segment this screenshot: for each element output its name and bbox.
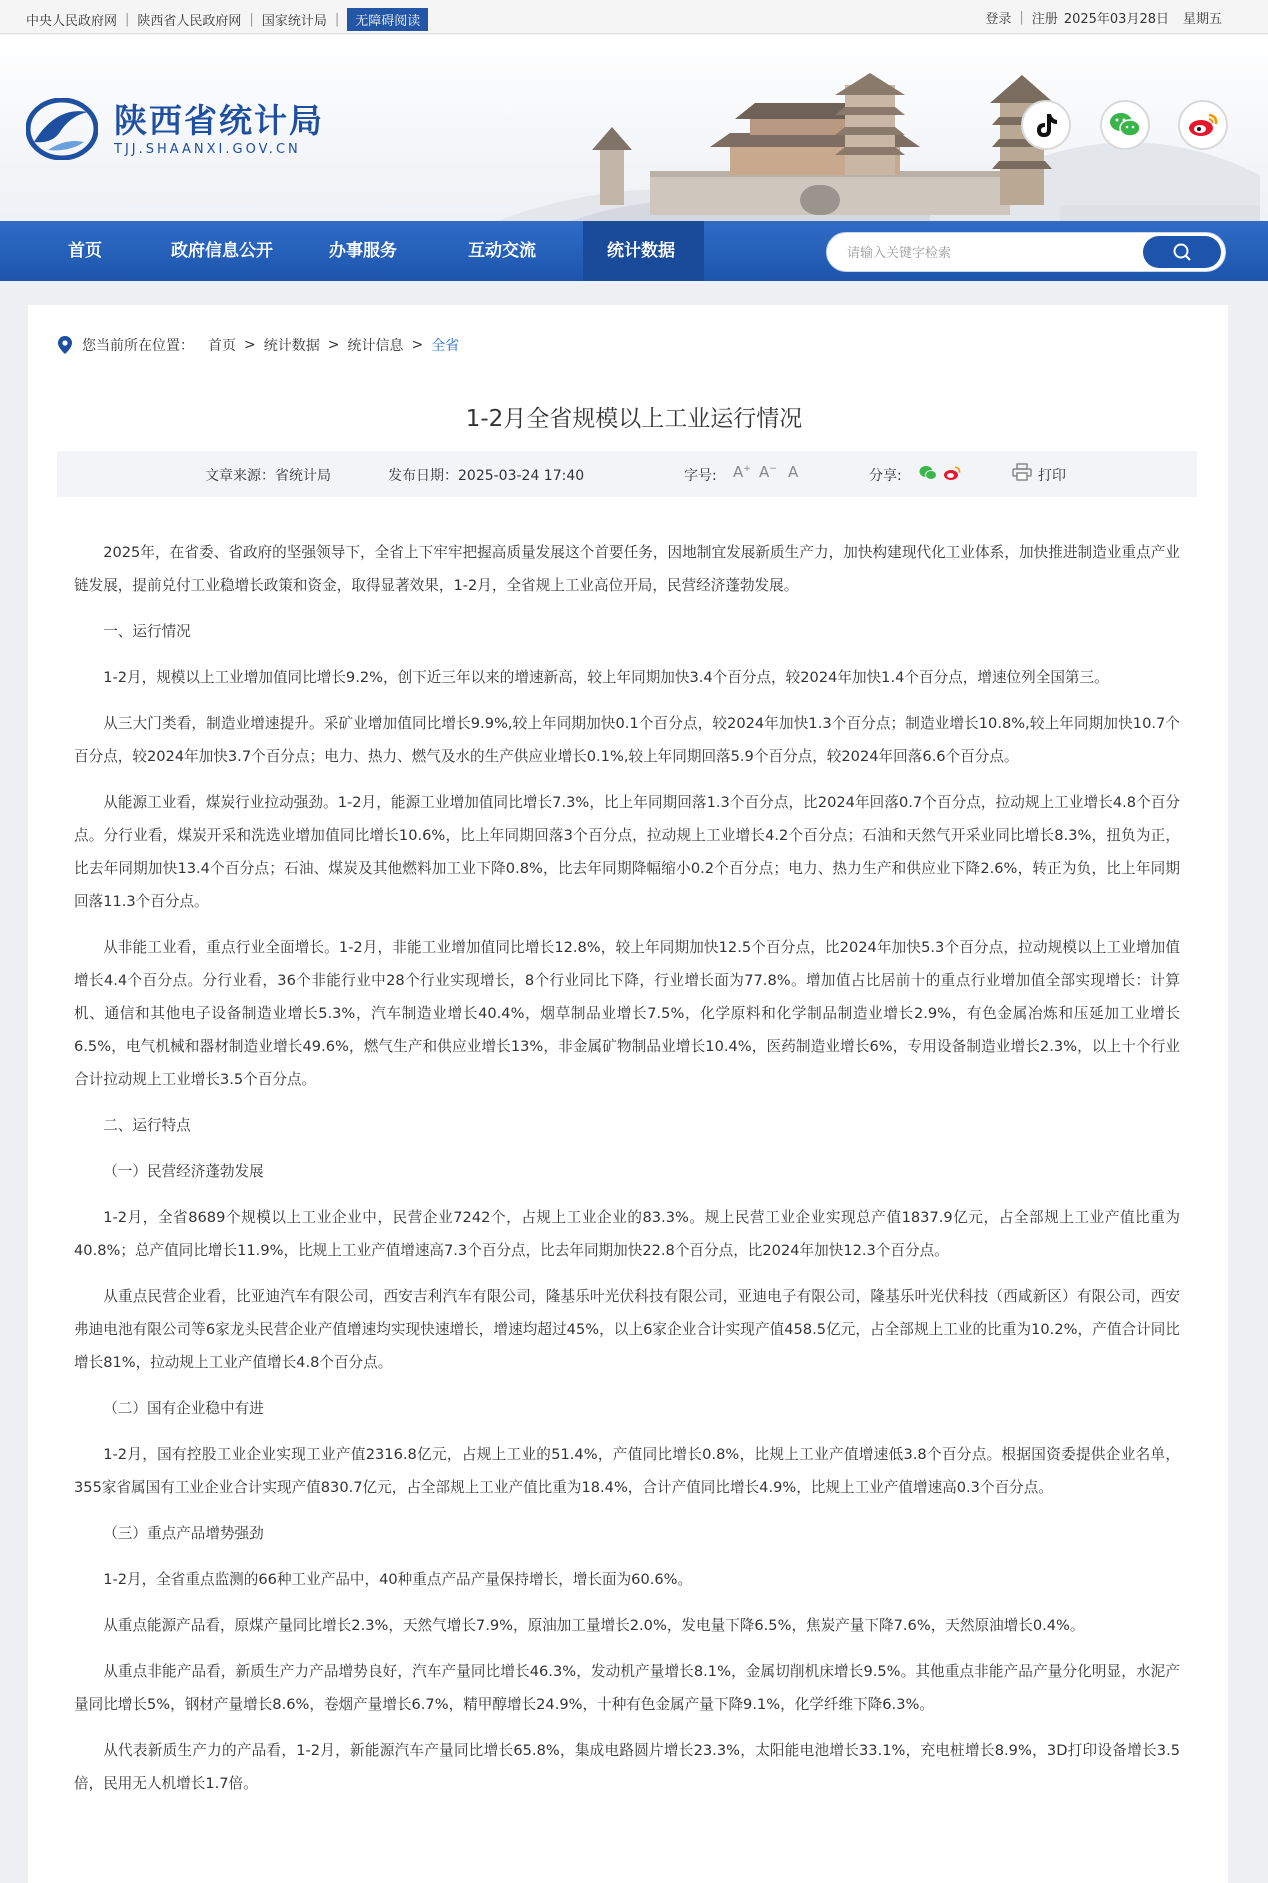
breadcrumb-home[interactable]: 首页 — [208, 338, 236, 354]
subsection-heading: （一）民营经济蓬勃发展 — [103, 1163, 264, 1180]
article-paragraph: 1-2月，国有控股工业企业实现工业产值2316.8亿元，占规上工业的51.4%，产值同比增长0.8%，比规上工业产值增速低3.8个百分点。根据国资委提供企业名单，355家省属国有工业企业合计实现产值830.7亿元，占全部规上工业产值比重为18.4%，合计产值同比增长4.9%，比规上工业产值增速高0.3个百分点。 — [74, 1446, 1180, 1496]
article-paragraph: 1-2月，规模以上工业增加值同比增长9.2%，创下近三年以来的增速新高，较上年同期加快3.4个百分点，较2024年加快1.4个百分点，增速位列全国第三。 — [103, 669, 1109, 686]
article-title: 1-2月全省规模以上工业运行情况 — [465, 406, 803, 432]
print-button[interactable]: 打印 — [1038, 468, 1066, 484]
article-paragraph: 从三大门类看，制造业增速提升。采矿业增加值同比增长9.9%,较上年同期加快0.1个百分点，较2024年加快1.3个百分点；制造业增长10.8%,较上年同期加快10.7个百分点，较2024年加快3.7个百分点；电力、热力、燃气及水的生产供应业增长0.1%,较上年同期回落5.9个百分点，较2024年回落6.6个百分点。 — [74, 715, 1180, 765]
breadcrumb-stat-info[interactable]: 统计信息 — [347, 338, 404, 354]
login-link[interactable]: 登录 — [985, 12, 1012, 27]
font-size-large[interactable]: A+ — [733, 463, 751, 481]
link-national-stats[interactable]: 国家统计局 — [261, 14, 327, 29]
article-paragraph: 1-2月，全省8689个规模以上工业企业中，民营企业7242个，占规上工业企业的83.3%。规上民营工业企业实现总产值1837.9亿元，占全部规上工业产值比重为40.8%；总产值同比增长11.9%，比规上工业产值增速高7.3个百分点，比去年同期加快22.8个百分点，比2024年加快12.3个百分点。 — [74, 1209, 1180, 1259]
wechat-icon[interactable] — [1100, 100, 1150, 150]
print-icon[interactable] — [1012, 463, 1032, 485]
site-domain: TJJ.SHAANXI.GOV.CN — [114, 141, 301, 157]
font-size-reset[interactable]: A — [788, 463, 799, 481]
share-wechat-icon[interactable] — [919, 465, 937, 485]
section-heading: 二、运行特点 — [103, 1117, 191, 1134]
site-title: 陕西省统计局 — [114, 100, 324, 140]
top-utility-bar — [0, 0, 1268, 34]
external-links — [26, 8, 428, 31]
logo-icon — [26, 98, 98, 160]
header-banner — [0, 35, 1268, 221]
douyin-icon[interactable] — [1021, 100, 1071, 150]
search-button[interactable] — [1143, 236, 1221, 268]
current-date: 2025年03月28日 — [1063, 12, 1169, 27]
article-meta-bar — [57, 451, 1197, 497]
font-size-label: 字号: — [684, 468, 717, 484]
article-paragraph: 1-2月，全省重点监测的66种工业产品中，40种重点产品产量保持增长，增长面为60.6%。 — [103, 1571, 693, 1588]
divider: | — [1019, 10, 1024, 25]
divider: | — [249, 12, 254, 27]
subsection-heading: （三）重点产品增势强劲 — [103, 1525, 264, 1542]
breadcrumb-separator: > — [411, 337, 424, 353]
breadcrumb-separator: > — [244, 337, 256, 353]
search-icon — [1172, 242, 1192, 262]
breadcrumb-current[interactable]: 全省 — [431, 338, 460, 354]
article-paragraph: 从重点非能产品看，新质生产力产品增势良好，汽车产量同比增长46.3%，发动机产量增长8.1%，金属切削机床增长9.5%。其他重点非能产品产量分化明显，水泥产量同比增长5%，钢材产量增长8.6%，卷烟产量增长6.7%，精甲醇增长24.9%，十种有色金属产量下降9.1%，化学纤维下降6.3%。 — [74, 1663, 1180, 1713]
subsection-heading: （二）国有企业稳中有进 — [103, 1400, 264, 1417]
user-area — [985, 8, 1222, 27]
nav-interaction[interactable]: 互动交流 — [468, 241, 536, 261]
search-input[interactable] — [847, 243, 1137, 263]
nav-gov-info[interactable]: 政府信息公开 — [171, 241, 273, 261]
article-date: 发布日期：2025-03-24 17:40 — [388, 468, 585, 484]
nav-services[interactable]: 办事服务 — [329, 241, 397, 261]
article-paragraph: 2025年，在省委、省政府的坚强领导下，全省上下牢牢把握高质量发展这个首要任务，因地制宜发展新质生产力，加快构建现代化工业体系，加快推进制造业重点产业链发展，提前兑付工业稳增长政策和资金，取得显著效果，1-2月，全省规上工业高位开局，民营经济蓬勃发展。 — [74, 544, 1180, 594]
article-paragraph: 从能源工业看，煤炭行业拉动强劲。1-2月，能源工业增加值同比增长7.3%，比上年同期回落1.3个百分点，比2024年回落0.7个百分点，拉动规上工业增长4.8个百分点。分行业看，煤炭开采和洗选业增加值同比增长10.6%，比上年同期回落3个百分点，拉动规上工业增长4.2个百分点；石油和天然气开采业同比增长8.3%，扭负为正，比去年同期加快13.4个百分点；石油、煤炭及其他燃料加工业下降0.8%，比去年同期降幅缩小0.2个百分点；电力、热力生产和供应业下降2.6%，转正为负，比上年同期回落11.3个百分点。 — [74, 794, 1180, 910]
breadcrumb-separator: > — [327, 337, 340, 353]
breadcrumb-label: 您当前所在位置： — [82, 338, 194, 354]
share-weibo-icon[interactable] — [943, 465, 961, 485]
nav-statistics[interactable]: 统计数据 — [583, 221, 704, 281]
breadcrumb — [58, 335, 459, 355]
section-heading: 一、运行情况 — [103, 623, 191, 640]
article-paragraph: 从重点民营企业看，比亚迪汽车有限公司，西安吉利汽车有限公司，隆基乐叶光伏科技有限公司，亚迪电子有限公司，隆基乐叶光伏科技（西咸新区）有限公司，西安弗迪电池有限公司等6家龙头民营企业产值增速均实现快速增长，增速均超过45%，以上6家企业合计实现产值458.5亿元，占全部规上工业的比重为10.2%，产值合计同比增长81%，拉动规上工业产值增长4.8个百分点。 — [74, 1288, 1180, 1371]
link-central-gov[interactable]: 中央人民政府网 — [26, 14, 118, 29]
nav-home[interactable]: 首页 — [68, 241, 102, 261]
article-source: 文章来源：省统计局 — [205, 468, 331, 484]
article-paragraph: 从非能工业看，重点行业全面增长。1-2月，非能工业增加值同比增长12.8%，较上年同期加快12.5个百分点，比2024年加快5.3个百分点，拉动规模以上工业增加值增长4.4个百分点。分行业看，36个非能行业中28个行业实现增长，8个行业同比下降，行业增长面为77.8%。增加值占比居前十的重点行业增加值全部实现增长：计算机、通信和其他电子设备制造业增长5.3%，汽车制造业增长40.4%，烟草制品业增长7.5%，化学原料和化学制品制造业增长2.9%，有色金属冶炼和压延加工业增长6.5%，电气机械和器材制造业增长49.6%，燃气生产和供应业增长13%，非金属矿物制品业增长10.4%，医药制造业增长6%，专用设备制造业增长2.3%，以上十个行业合计拉动规上工业增长3.5个百分点。 — [74, 939, 1180, 1088]
current-weekday: 星期五 — [1182, 12, 1222, 27]
weibo-icon[interactable] — [1178, 100, 1228, 150]
register-link[interactable]: 注册 — [1031, 12, 1058, 27]
font-size-small[interactable]: A− — [759, 463, 777, 481]
article-paragraph: 从重点能源产品看，原煤产量同比增长2.3%，天然气增长7.9%，原油加工量增长2.0%，发电量下降6.5%，焦炭产量下降7.6%，天然原油增长0.4%。 — [103, 1617, 1085, 1634]
site-logo[interactable] — [26, 98, 324, 160]
article-body — [74, 536, 1180, 1813]
article-paragraph: 从代表新质生产力的产品看，1-2月，新能源汽车产量同比增长65.8%，集成电路圆片增长23.3%，太阳能电池增长33.1%，充电桩增长8.9%，3D打印设备增长3.5倍，民用无人机增长1.7倍。 — [74, 1742, 1180, 1792]
divider: | — [125, 12, 130, 27]
search-box — [826, 232, 1226, 272]
share-label: 分享: — [869, 468, 902, 484]
accessibility-button[interactable]: 无障碍阅读 — [347, 8, 428, 31]
location-pin-icon — [58, 336, 72, 354]
link-shaanxi-gov[interactable]: 陕西省人民政府网 — [137, 14, 242, 29]
breadcrumb-statistics[interactable]: 统计数据 — [263, 338, 320, 354]
divider: | — [334, 12, 340, 27]
